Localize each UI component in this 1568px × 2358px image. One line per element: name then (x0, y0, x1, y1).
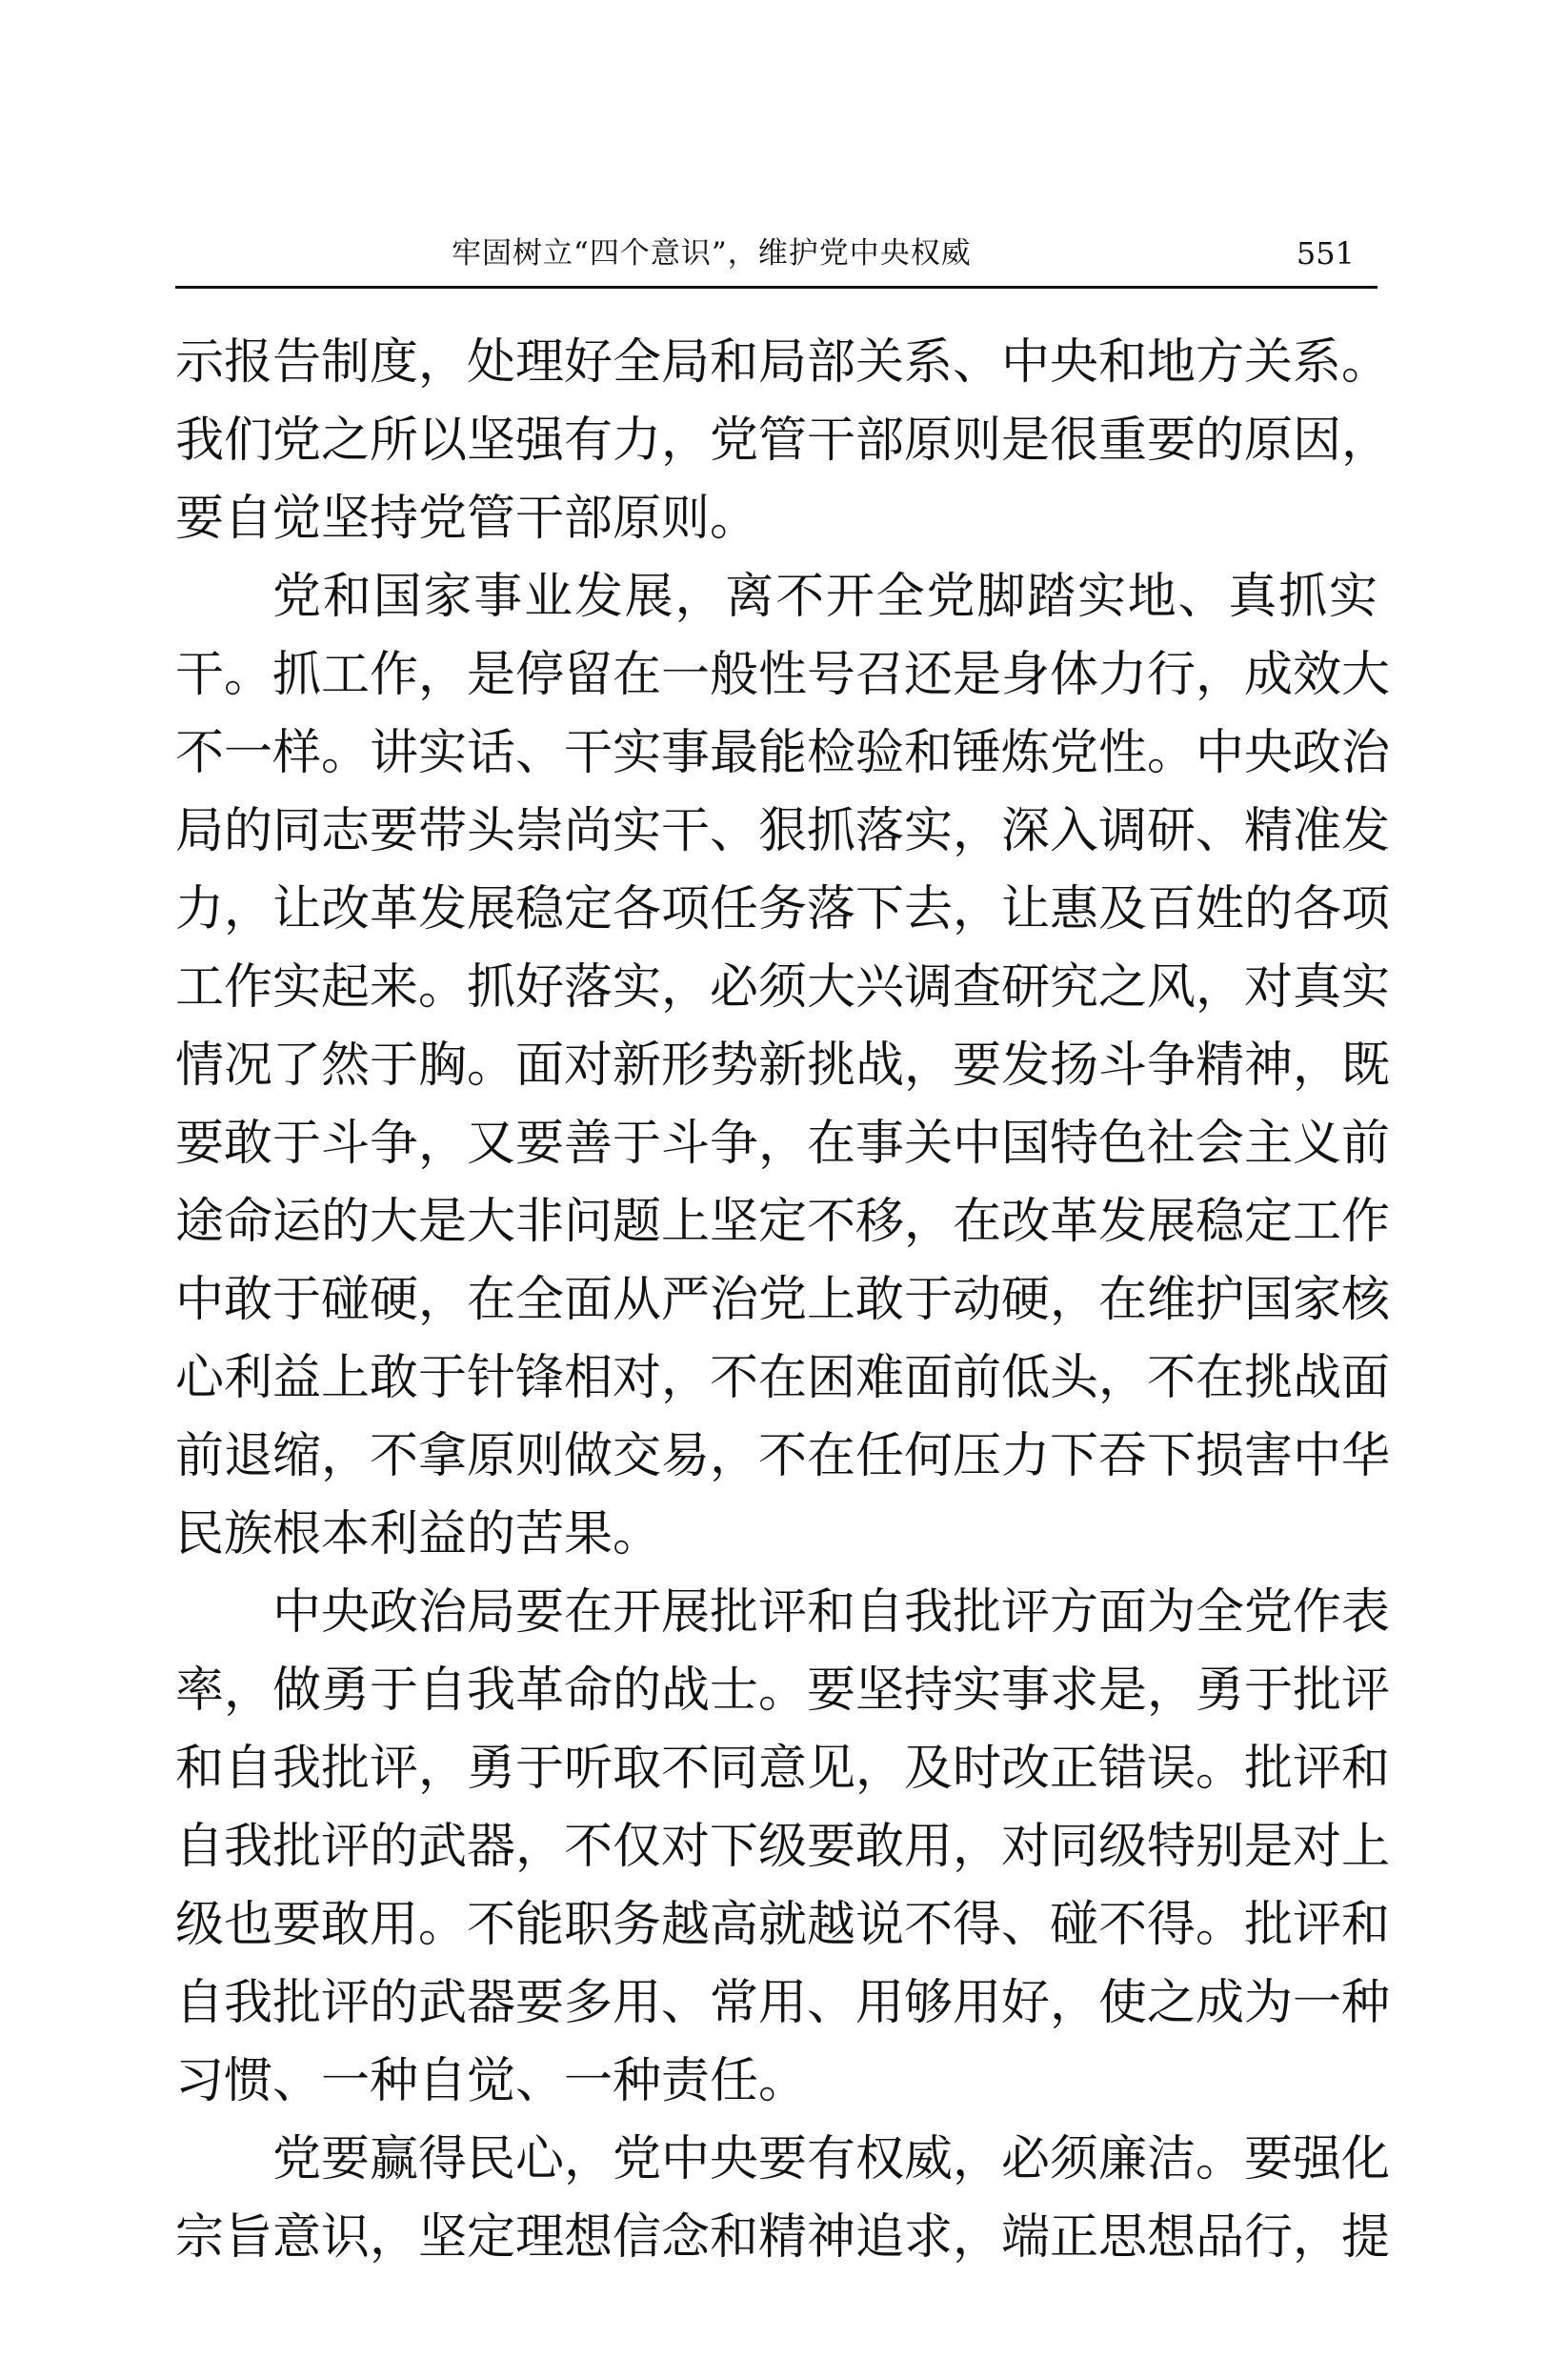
text-line: 途命运的大是大非问题上坚定不移，在改革发展稳定工作 (175, 1194, 1391, 1250)
header-rule (175, 286, 1377, 289)
text-line: 自我批评的武器，不仅对下级要敢用，对同级特别是对上 (175, 1819, 1391, 1875)
text-line: 局的同志要带头崇尚实干、狠抓落实，深入调研、精准发 (175, 803, 1391, 859)
text-line: 要自觉坚持党管干部原则。 (175, 491, 759, 547)
text-line: 党和国家事业发展，离不开全党脚踏实地、真抓实 (272, 569, 1377, 625)
text-line: 中央政治局要在开展批评和自我批评方面为全党作表 (272, 1584, 1391, 1641)
text-line: 示报告制度，处理好全局和局部关系、中央和地方关系。 (175, 334, 1391, 391)
text-line: 自我批评的武器要多用、常用、用够用好，使之成为一种 (175, 1975, 1391, 2031)
text-line: 习惯、一种自觉、一种责任。 (175, 2053, 808, 2109)
text-line: 率，做勇于自我革命的战士。要坚持实事求是，勇于批评 (175, 1663, 1391, 1719)
text-line: 党要赢得民心，党中央要有权威，必须廉洁。要强化 (272, 2131, 1391, 2187)
text-line: 心利益上敢于针锋相对，不在困难面前低头，不在挑战面 (175, 1350, 1391, 1406)
text-line: 工作实起来。抓好落实，必须大兴调查研究之风，对真实 (175, 959, 1391, 1016)
text-line: 干。抓工作，是停留在一般性号召还是身体力行，成效大 (175, 647, 1391, 703)
page-number: 551 (1296, 235, 1355, 272)
text-line: 民族根本利益的苦果。 (175, 1506, 662, 1562)
text-line: 我们党之所以坚强有力，党管干部原则是很重要的原因， (175, 413, 1391, 469)
running-header (175, 229, 1377, 278)
text-line: 不一样。讲实话、干实事最能检验和锤炼党性。中央政治 (175, 725, 1391, 781)
text-line: 要敢于斗争，又要善于斗争，在事关中国特色社会主义前 (175, 1116, 1391, 1172)
running-title: 牢固树立“四个意识”，维护党中央权威 (452, 236, 972, 271)
text-line: 力，让改革发展稳定各项任务落下去，让惠及百姓的各项 (175, 881, 1391, 937)
text-line: 宗旨意识，坚定理想信念和精神追求，端正思想品行，提 (175, 2209, 1391, 2266)
text-line: 前退缩，不拿原则做交易，不在任何压力下吞下损害中华 (175, 1428, 1391, 1484)
text-line: 中敢于碰硬，在全面从严治党上敢于动硬，在维护国家核 (175, 1272, 1391, 1328)
body-text (175, 324, 1391, 2277)
text-line: 情况了然于胸。面对新形势新挑战，要发扬斗争精神，既 (175, 1038, 1391, 1094)
text-line: 和自我批评，勇于听取不同意见，及时改正错误。批评和 (175, 1741, 1391, 1797)
text-line: 级也要敢用。不能职务越高就越说不得、碰不得。批评和 (175, 1897, 1391, 1953)
